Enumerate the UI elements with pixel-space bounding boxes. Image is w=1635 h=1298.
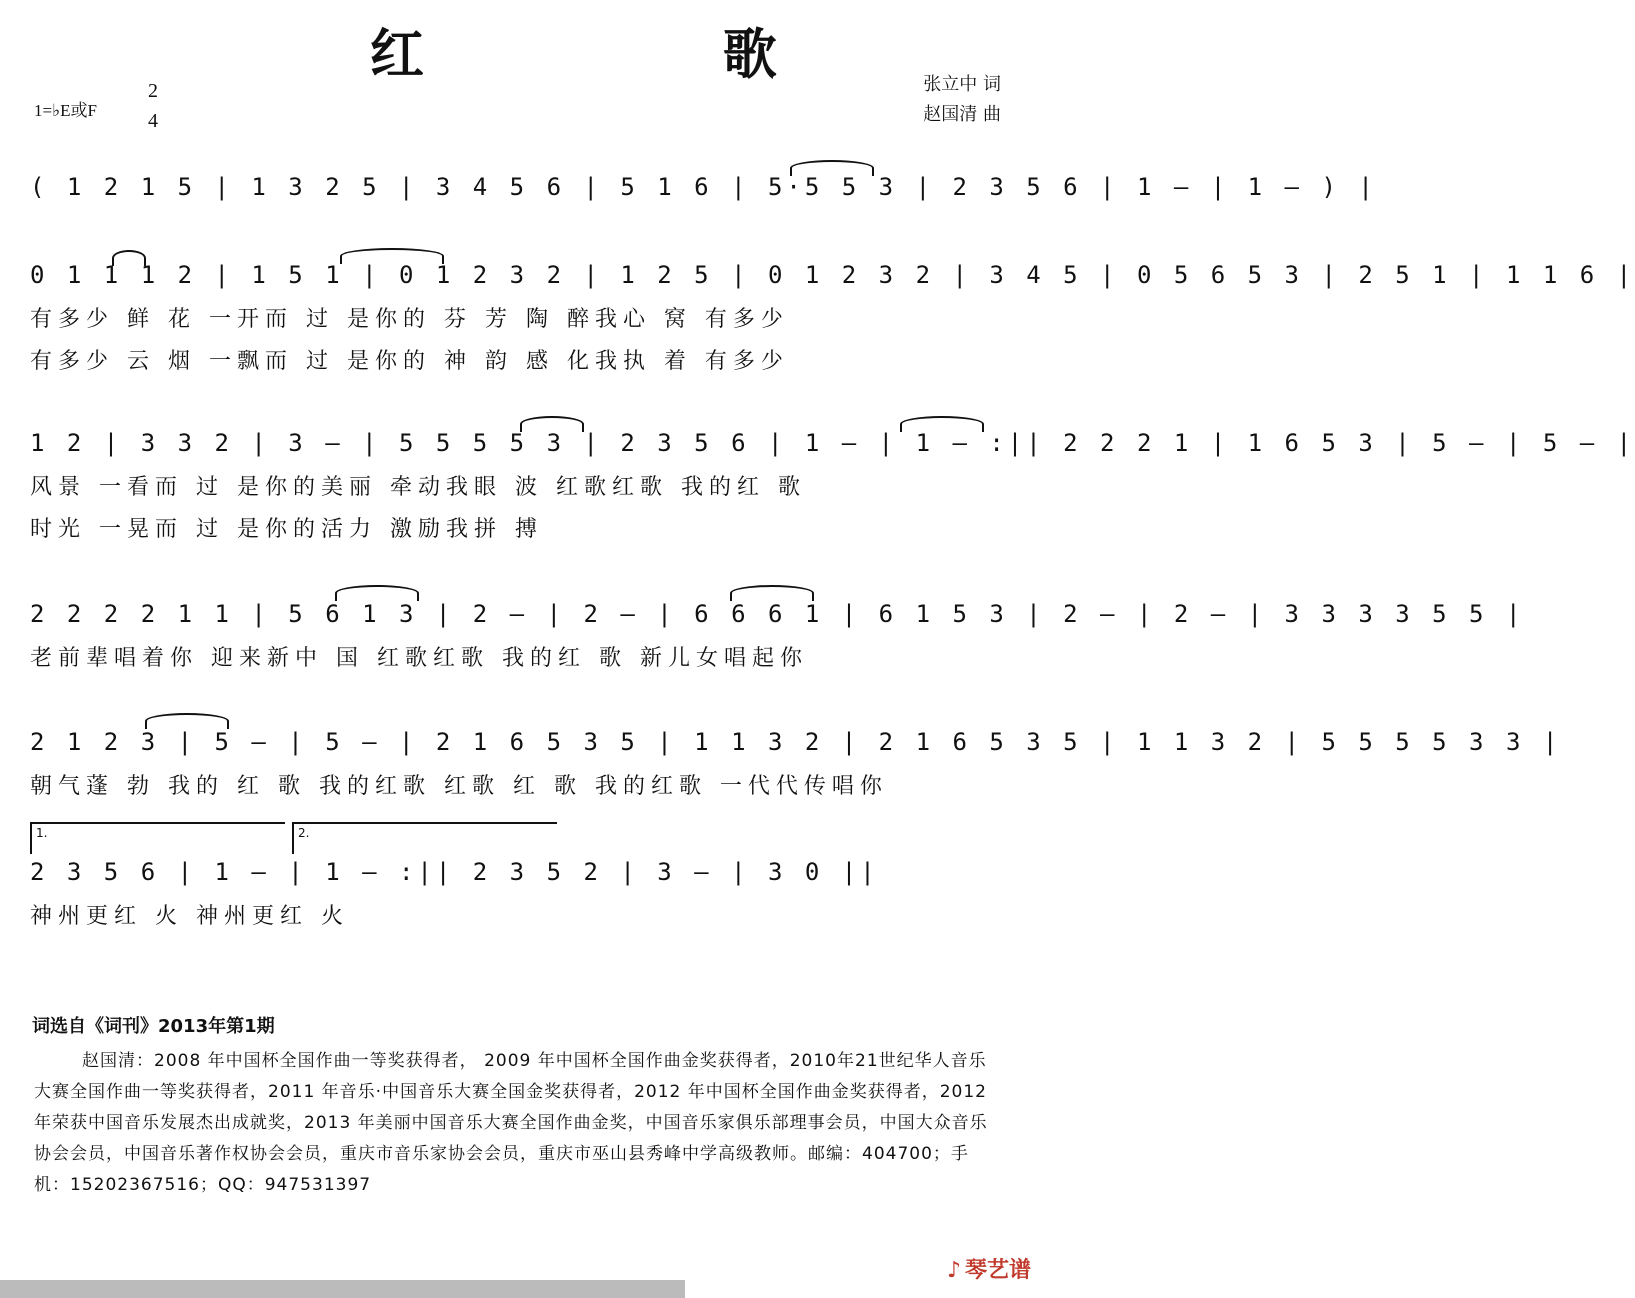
score-row <box>30 725 1562 805</box>
slur-mark <box>112 250 146 266</box>
site-logo <box>947 1253 1031 1284</box>
lyrics-source-note: 词选自《词刊》2013年第1期 <box>32 1016 275 1037</box>
slur-mark <box>900 416 984 432</box>
lyric-line-2: 有多少 云 烟 一飘而 过 是你的 神 韵 感 化我执 着 有多少 <box>30 349 789 374</box>
score-row <box>30 597 1525 677</box>
time-signature-top: 2 <box>148 80 158 102</box>
lyric-line-1: 老前辈唱着你 迎来新中 国 红歌红歌 我的红 歌 新儿女唱起你 <box>30 646 808 671</box>
slur-mark <box>520 416 584 432</box>
lyric-line-1: 神州更红 火 神州更红 火 <box>30 904 349 929</box>
logo-text: 琴艺谱 <box>964 1258 1031 1283</box>
slur-mark <box>335 585 419 601</box>
score-row <box>30 170 1377 210</box>
score-row <box>30 258 1635 378</box>
composer-credit: 赵国清 曲 <box>923 104 1001 125</box>
slur-mark <box>790 160 874 176</box>
slur-mark <box>145 713 229 729</box>
notation-line: 2 1 2 3 | 5 — | 5 — | 2 1 6 5 3 5 | 1 1 3 2 | 2 1 6 5 3 5 | 1 1 3 2 | 5 5 5 5 3 3 | <box>30 728 1562 756</box>
logo-icon: ♪ <box>946 1258 961 1283</box>
lyric-line-1: 朝气蓬 勃 我的 红 歌 我的红歌 红歌 红 歌 我的红歌 一代代传唱你 <box>30 774 888 799</box>
footer-bar <box>0 1280 685 1298</box>
notation-line: 1 2 | 3 3 2 | 3 — | 5 5 5 5 3 | 2 3 5 6 | 1 — | 1 — :|| 2 2 2 1 | 1 6 5 3 | 5 — | 5 — | <box>30 429 1635 457</box>
notation-line: ( 1 2 1 5 | 1 3 2 5 | 3 4 5 6 | 5 1 6 | 5·5 5 3 | 2 3 5 6 | 1 — | 1 — ) | <box>30 173 1377 201</box>
score-row <box>30 426 1635 546</box>
lyric-line-2: 时光 一晃而 过 是你的活力 激励我拼 搏 <box>30 517 543 542</box>
notation-line: 0 1 1 1 2 | 1 5 1 | 0 1 2 3 2 | 1 2 5 | 0 1 2 3 2 | 3 4 5 | 0 5 6 5 3 | 2 5 1 | 1 1 6 | <box>30 261 1635 289</box>
slur-mark <box>730 585 814 601</box>
page-title: 红 歌 <box>370 23 917 86</box>
time-signature <box>146 76 160 136</box>
key-signature: 1=♭E或F <box>34 101 97 120</box>
volta-first-ending: 1. <box>30 822 285 854</box>
lyric-line-1: 风景 一看而 过 是你的美丽 牵动我眼 波 红歌红歌 我的红 歌 <box>30 475 806 500</box>
volta-second-ending: 2. <box>292 822 557 854</box>
lyricist-credit: 张立中 词 <box>923 74 1001 95</box>
notation-line: 2 3 5 6 | 1 — | 1 — :|| 2 3 5 2 | 3 — | 3 0 || <box>30 858 879 886</box>
time-signature-bottom: 4 <box>148 110 158 132</box>
lyric-line-1: 有多少 鲜 花 一开而 过 是你的 芬 芳 陶 醉我心 窝 有多少 <box>30 307 789 332</box>
score-row <box>30 855 1021 935</box>
notation-line: 2 2 2 2 1 1 | 5 6 1 3 | 2 — | 2 — | 6 6 6 1 | 6 1 5 3 | 2 — | 2 — | 3 3 3 3 5 5 | <box>30 600 1525 628</box>
composer-biography: 赵国清：2008 年中国杯全国作曲一等奖获得者， 2009 年中国杯全国作曲金奖获得者，2010年21世纪华人音乐大赛全国作曲一等奖获得者，2011 年音乐·中国音乐大赛全国金奖获得者，2012 年中国杯全国作曲金奖获得者，2012 年荣获中国音乐发展杰出成就奖，2013 年美丽中国音乐大赛全国作曲金奖，中国音乐家俱乐部理事会员，中国大众音乐协会会员，中国音乐著作权协会会员，重庆市音乐家协会会员，重庆市巫山县秀峰中学高级教师。邮编：404700；手机：15202367516；QQ：947531397 <box>34 1051 988 1195</box>
slur-mark <box>340 248 444 264</box>
